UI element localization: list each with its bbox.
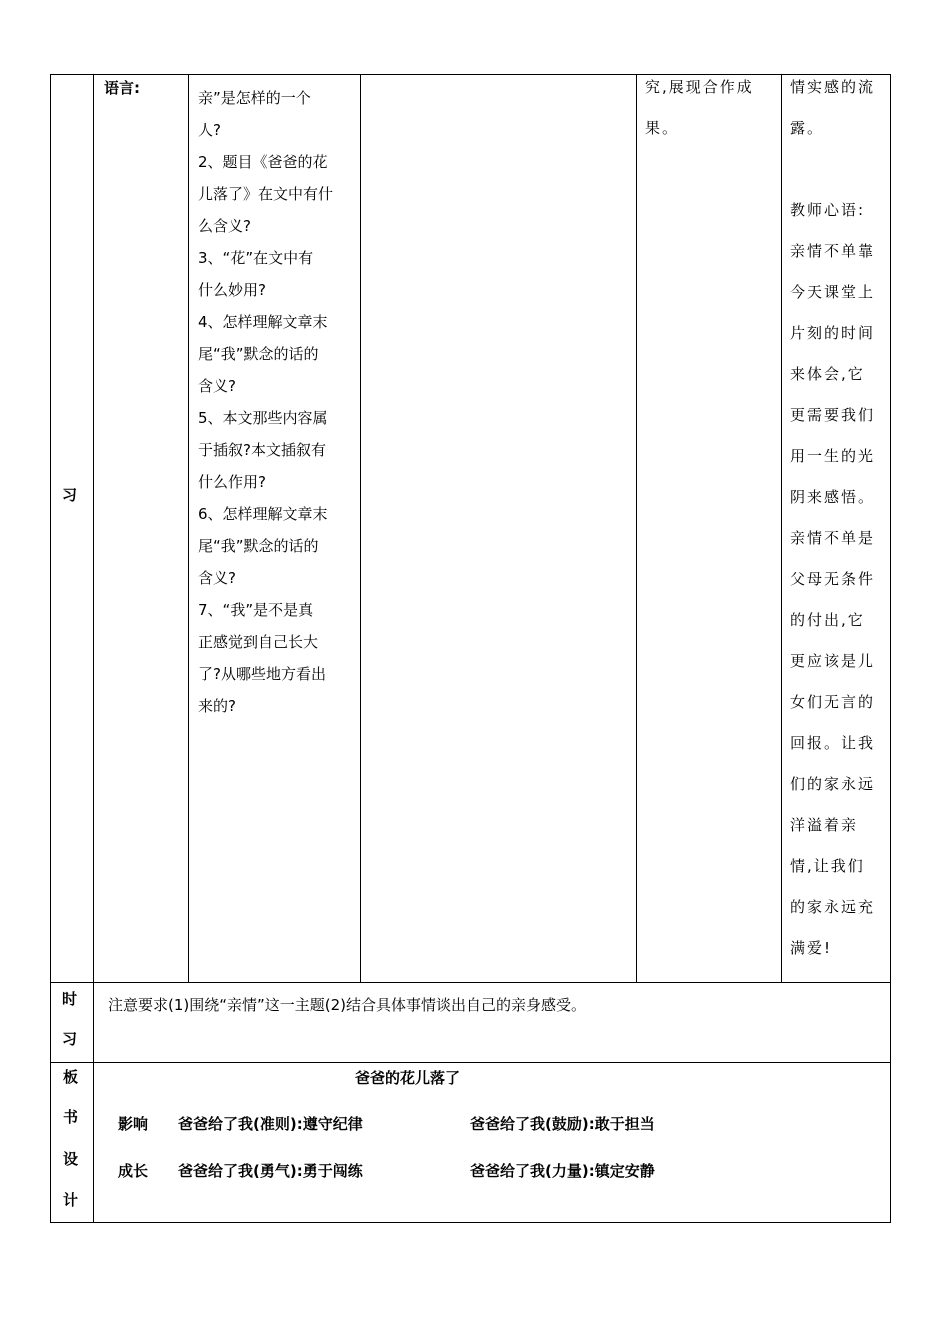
- text-line: 情,让我们: [790, 857, 865, 875]
- row3-label-1: 板: [63, 1068, 79, 1086]
- text-line: 果。: [645, 119, 680, 137]
- list-item: 3、“花”在文中有: [198, 249, 314, 267]
- text-line: 来体会,它: [790, 365, 865, 383]
- list-item: 来的?: [198, 697, 236, 715]
- table-top-border: [50, 74, 891, 75]
- text-line: 的付出,它: [790, 611, 865, 629]
- list-item: 6、怎样理解文章末: [198, 505, 328, 523]
- list-item: 4、怎样理解文章末: [198, 313, 328, 331]
- list-item: 5、本文那些内容属: [198, 409, 328, 427]
- list-item: 尾“我”默念的话的: [198, 345, 319, 363]
- col5-text: [645, 67, 754, 149]
- row3-label-4: 计: [63, 1191, 79, 1209]
- text-line: 的家永远充: [790, 898, 876, 916]
- row3-label-3: 设: [63, 1150, 79, 1168]
- homework-requirements: 注意要求(1)围绕“亲情”这一主题(2)结合具体事情谈出自己的亲身感受。: [108, 996, 587, 1014]
- col-divider-1: [93, 74, 94, 1223]
- text-line: 片刻的时间: [790, 324, 876, 342]
- board-line2-a: 爸爸给了我(勇气):勇于闯练: [178, 1162, 363, 1180]
- text-line: 究,展现合作成: [645, 78, 754, 96]
- board-title: 爸爸的花儿落了: [355, 1069, 461, 1087]
- table-left-border: [50, 74, 51, 1223]
- text-line: 情实感的流: [790, 78, 876, 96]
- list-item: 么含义?: [198, 217, 251, 235]
- table-right-border: [890, 74, 891, 1223]
- text-line: 露。: [790, 119, 825, 137]
- board-line2-b: 爸爸给了我(力量):镇定安静: [470, 1162, 655, 1180]
- board-line1-b: 爸爸给了我(鼓励):敢于担当: [470, 1115, 655, 1133]
- text-line: [790, 149, 875, 190]
- list-item: 2、题目《爸爸的花: [198, 153, 328, 171]
- text-line: 用一生的光: [790, 447, 876, 465]
- list-item: 人?: [198, 121, 221, 139]
- text-line: 更应该是儿: [790, 652, 876, 670]
- list-item: 正感觉到自己长大: [198, 633, 319, 651]
- text-line: 教师心语:: [790, 201, 866, 219]
- text-line: 女们无言的: [790, 693, 876, 711]
- col-divider-3: [360, 74, 361, 983]
- list-item: 7、“我”是不是真: [198, 601, 314, 619]
- board-line2-head: 成长: [118, 1162, 149, 1180]
- board-line1-head: 影响: [118, 1115, 149, 1133]
- col-divider-2: [188, 74, 189, 983]
- list-item: 什么妙用?: [198, 281, 266, 299]
- text-line: 父母无条件: [790, 570, 876, 588]
- row1-left-label: 习: [62, 486, 78, 504]
- list-item: 亲”是怎样的一个: [198, 89, 311, 107]
- list-item: 尾“我”默念的话的: [198, 537, 319, 555]
- row-divider-2: [50, 1062, 891, 1063]
- list-item: 儿落了》在文中有什: [198, 185, 334, 203]
- text-line: 满爱!: [790, 939, 833, 957]
- teacher-note: [790, 67, 875, 969]
- row3-label-2: 书: [63, 1108, 79, 1126]
- col-divider-5: [781, 74, 782, 983]
- text-line: 今天课堂上: [790, 283, 876, 301]
- text-line: 们的家永远: [790, 775, 876, 793]
- list-item: 了?从哪些地方看出: [198, 665, 326, 683]
- questions-list: [198, 82, 333, 722]
- text-line: 阴来感悟。: [790, 488, 876, 506]
- text-line: 洋溢着亲: [790, 816, 859, 834]
- row2-label-2: 习: [62, 1030, 78, 1048]
- col-divider-4: [636, 74, 637, 983]
- text-line: 回报。让我: [790, 734, 876, 752]
- table-bottom-border: [50, 1222, 891, 1223]
- text-line: 亲情不单是: [790, 529, 876, 547]
- row-divider-1: [50, 982, 891, 983]
- text-line: 更需要我们: [790, 406, 876, 424]
- list-item: 含义?: [198, 377, 236, 395]
- row2-label-1: 时: [62, 990, 78, 1008]
- list-item: 什么作用?: [198, 473, 266, 491]
- col2-label: 语言:: [104, 79, 140, 97]
- list-item: 含义?: [198, 569, 236, 587]
- text-line: 亲情不单靠: [790, 242, 876, 260]
- list-item: 于插叙?本文插叙有: [198, 441, 326, 459]
- board-line1-a: 爸爸给了我(准则):遵守纪律: [178, 1115, 363, 1133]
